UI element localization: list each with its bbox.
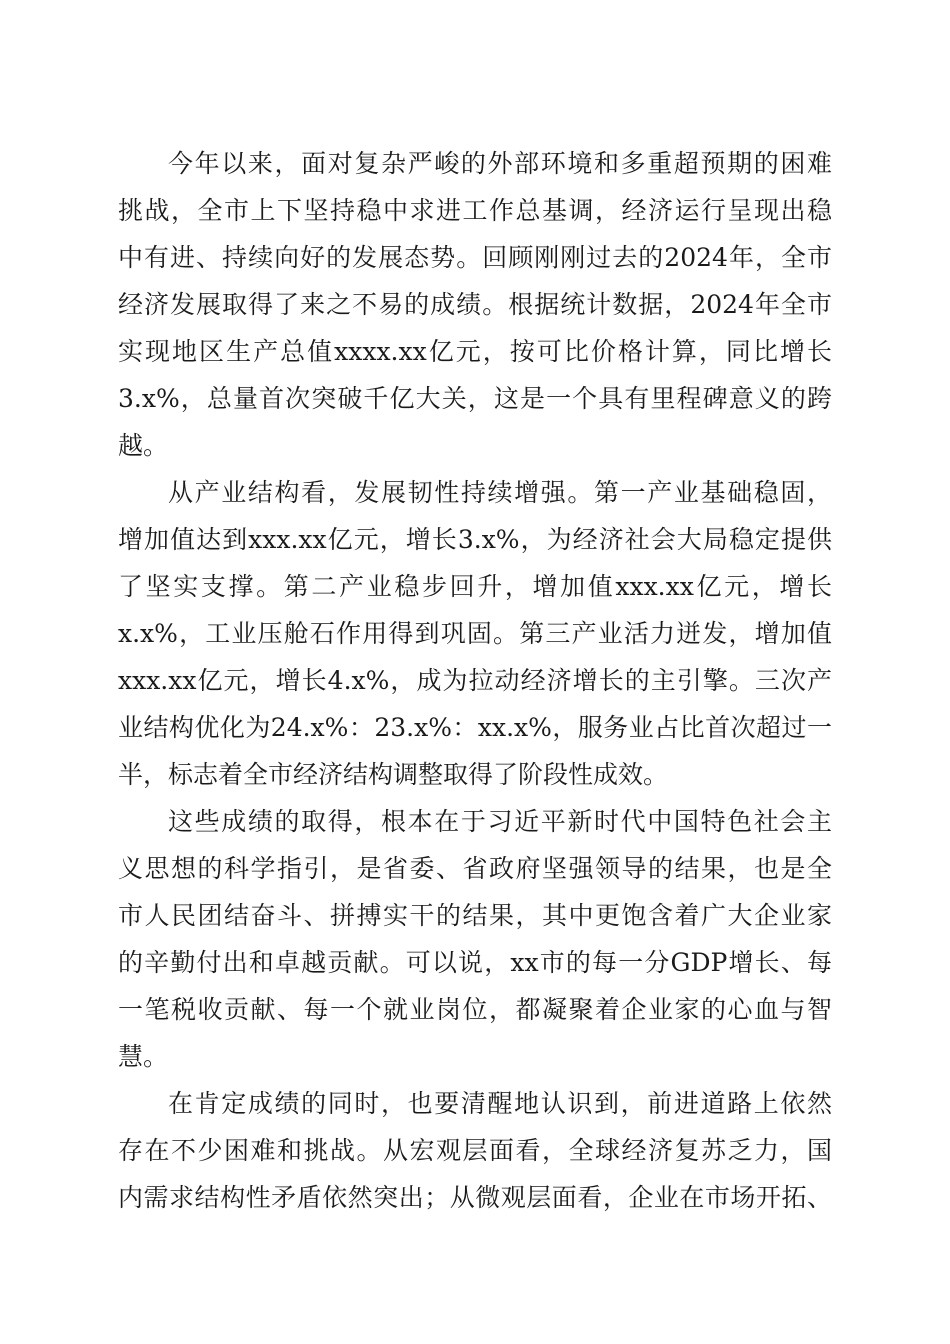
text-line: 实现地区生产总值xxxx.xx亿元，按可比价格计算，同比增长 xyxy=(118,337,832,366)
text-line: 增加值达到xxx.xx亿元，增长3.x%，为经济社会大局稳定提供 xyxy=(118,525,832,554)
paragraph-1 xyxy=(118,140,832,469)
text-line: 在肯定成绩的同时，也要清醒地认识到，前进道路上依然 xyxy=(168,1089,832,1118)
text-line: 慧。 xyxy=(118,1042,169,1071)
text-line: 挑战，全市上下坚持稳中求进工作总基调，经济运行呈现出稳 xyxy=(118,196,832,225)
text-line: 半，标志着全市经济结构调整取得了阶段性成效。 xyxy=(118,760,669,789)
paragraph-4 xyxy=(118,1080,832,1221)
paragraph-2 xyxy=(118,469,832,798)
text-line: 了坚实支撑。第二产业稳步回升，增加值xxx.xx亿元，增长 xyxy=(118,572,832,601)
text-line: 的辛勤付出和卓越贡献。可以说，xx市的每一分GDP增长、每 xyxy=(118,948,832,977)
document-body xyxy=(118,140,832,1221)
text-line: 业结构优化为24.x%：23.x%：xx.x%，服务业占比首次超过一 xyxy=(118,713,832,742)
text-line: 一笔税收贡献、每一个就业岗位，都凝聚着企业家的心血与智 xyxy=(118,995,832,1024)
text-line: 存在不少困难和挑战。从宏观层面看，全球经济复苏乏力，国 xyxy=(118,1136,832,1165)
text-line: 今年以来，面对复杂严峻的外部环境和多重超预期的困难 xyxy=(168,149,832,178)
text-line: 越。 xyxy=(118,431,169,460)
text-line: 3.x%，总量首次突破千亿大关，这是一个具有里程碑意义的跨 xyxy=(118,384,832,413)
text-line: 从产业结构看，发展韧性持续增强。第一产业基础稳固， xyxy=(168,478,832,507)
paragraph-3 xyxy=(118,798,832,1080)
text-line: 义思想的科学指引，是省委、省政府坚强领导的结果，也是全 xyxy=(118,854,832,883)
text-line: x.x%，工业压舱石作用得到巩固。第三产业活力迸发，增加值 xyxy=(118,619,832,648)
text-line: 中有进、持续向好的发展态势。回顾刚刚过去的2024年，全市 xyxy=(118,243,832,272)
text-line: xxx.xx亿元，增长4.x%，成为拉动经济增长的主引擎。三次产 xyxy=(118,666,832,695)
text-line: 这些成绩的取得，根本在于习近平新时代中国特色社会主 xyxy=(168,807,832,836)
text-line: 经济发展取得了来之不易的成绩。根据统计数据，2024年全市 xyxy=(118,290,832,319)
text-line: 市人民团结奋斗、拼搏实干的结果，其中更饱含着广大企业家 xyxy=(118,901,832,930)
text-line: 内需求结构性矛盾依然突出；从微观层面看，企业在市场开拓、 xyxy=(118,1183,832,1212)
